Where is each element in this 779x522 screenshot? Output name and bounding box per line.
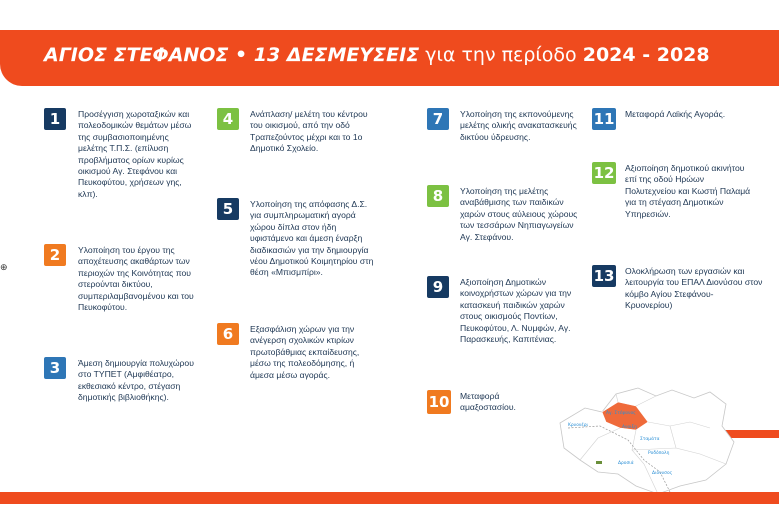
item-text: Μεταφορά Λαϊκής Αγοράς. — [625, 109, 726, 119]
footer-bar — [0, 492, 779, 504]
crosshair-icon: ⊕ — [0, 262, 8, 272]
map-label: Διόνυσος — [652, 471, 673, 476]
number-badge: 13 — [593, 267, 615, 285]
number-badge: 6 — [217, 323, 239, 345]
title-light: για την περίοδο — [425, 44, 577, 66]
number-badge: 8 — [427, 185, 449, 207]
header-banner — [0, 30, 779, 86]
item-text: Προσέγγιση χωροταξικών και πολεοδομικών θεμάτων μέσω της συμβασιοποιημένης μελέτης Τ.Π.Σ. (επίλυση προβλήματος ορίων κυρίως οικισμού Αγ. Στεφάνου και Πευκοφύτου, χρήσεων γης, κλπ). — [78, 109, 192, 199]
number-badge: 2 — [44, 244, 66, 266]
item-text: Μεταφορά αμαξοστασίου. — [460, 391, 516, 413]
number-badge: 7 — [427, 108, 449, 130]
item-text: Ολοκλήρωση των εργασιών και λειτουργία του ΕΠΑΛ Διονύσου στον κόμβο Αγίου Στεφάνου- Κρυονερίου) — [625, 266, 763, 311]
number-badge: 10 — [427, 390, 451, 414]
map-label: Κρυονέρι — [568, 423, 588, 428]
map-label: Σταμάτα — [640, 437, 660, 442]
item-text: Αξιοποίηση Δημοτικών κοινοχρήστων χώρων για την κατασκευή παιδικών χαρών στους οικισμούς Ποντίων, Πευκοφύτου, Λ. Νυμφών, Αγ. Παρασκευής, Καπιτένιας. — [460, 277, 572, 345]
number-badge: 1 — [44, 108, 66, 130]
map-label: Άγ. Στέφανος — [606, 411, 636, 416]
item-text: Υλοποίηση της εκπονούμενης μελέτης ολικής ανακατασκευής δικτύου ύδρευσης. — [460, 109, 577, 142]
item-text: Υλοποίηση του έργου της αποχέτευσης ακαθάρτων των περιοχών της Κοινότητας που στερούνται δικτύου, συμπεριλαμβανομένου και του Πευκοφύτου. — [78, 245, 194, 313]
map-label: Ροδόπολη — [648, 451, 670, 456]
number-badge: 5 — [217, 198, 239, 220]
number-badge: 9 — [427, 276, 449, 298]
number-badge: 11 — [593, 110, 615, 128]
area-map — [540, 368, 779, 500]
number-badge: 3 — [44, 357, 66, 379]
map-label: Ανοιξη — [622, 425, 637, 430]
item-text: Υλοποίηση της μελέτης αναβάθμισης των παιδικών χαρών στους αύλειους χώρους των τεσσάρων Νηπιαγωγείων Αγ. Στεφάνου. — [460, 186, 578, 242]
item-text: Εξασφάλιση χώρων για την ανέγερση σχολικών κτιρίων πρωτοβάθμιας εκπαίδευσης, μέσω της πολεοδόμησης, ή άμεσα μέσω αγοράς. — [250, 324, 360, 380]
item-text: Αξιοποίηση δημοτικού ακινήτου επί της οδού Ηρώων Πολυτεχνείου και Κωστή Παλαμά για τη στέγαση Δημοτικών Υπηρεσιών. — [625, 163, 751, 219]
title-years: 2024 - 2028 — [582, 44, 710, 66]
title-strong: ΑΓΙΟΣ ΣΤΕΦΑΝΟΣ • 13 ΔΕΣΜΕΥΣΕΙΣ — [44, 44, 420, 66]
highway-marker — [596, 461, 602, 464]
item-text: Υλοποίηση της απόφασης Δ.Σ. για συμπληρωματική αγορά χώρου δίπλα στον ήδη υφιστάμενο και άμεση έναρξη διαδικασιών για την δημιουργία νέου Δημοτικού Κοιμητηρίου στη θέση «Μπισμπίρι». — [250, 199, 374, 278]
number-badge: 12 — [593, 164, 615, 182]
item-text: Άμεση δημιουργία πολυχώρου στο ΤΥΠΕΤ (Αμφιθέατρο, εκθεσιακό κέντρο, στέγαση δημοτικής βιβλιοθήκης). — [78, 358, 194, 403]
number-badge: 4 — [217, 108, 239, 130]
page-title — [44, 44, 710, 66]
map-label: Δροσιά — [618, 461, 634, 466]
item-text: Ανάπλαση/ μελέτη του κέντρου του οικισμού, από την οδό Τραπεζούντος μέχρι και το 1ο Δημοτικό Σχολείο. — [250, 109, 368, 154]
